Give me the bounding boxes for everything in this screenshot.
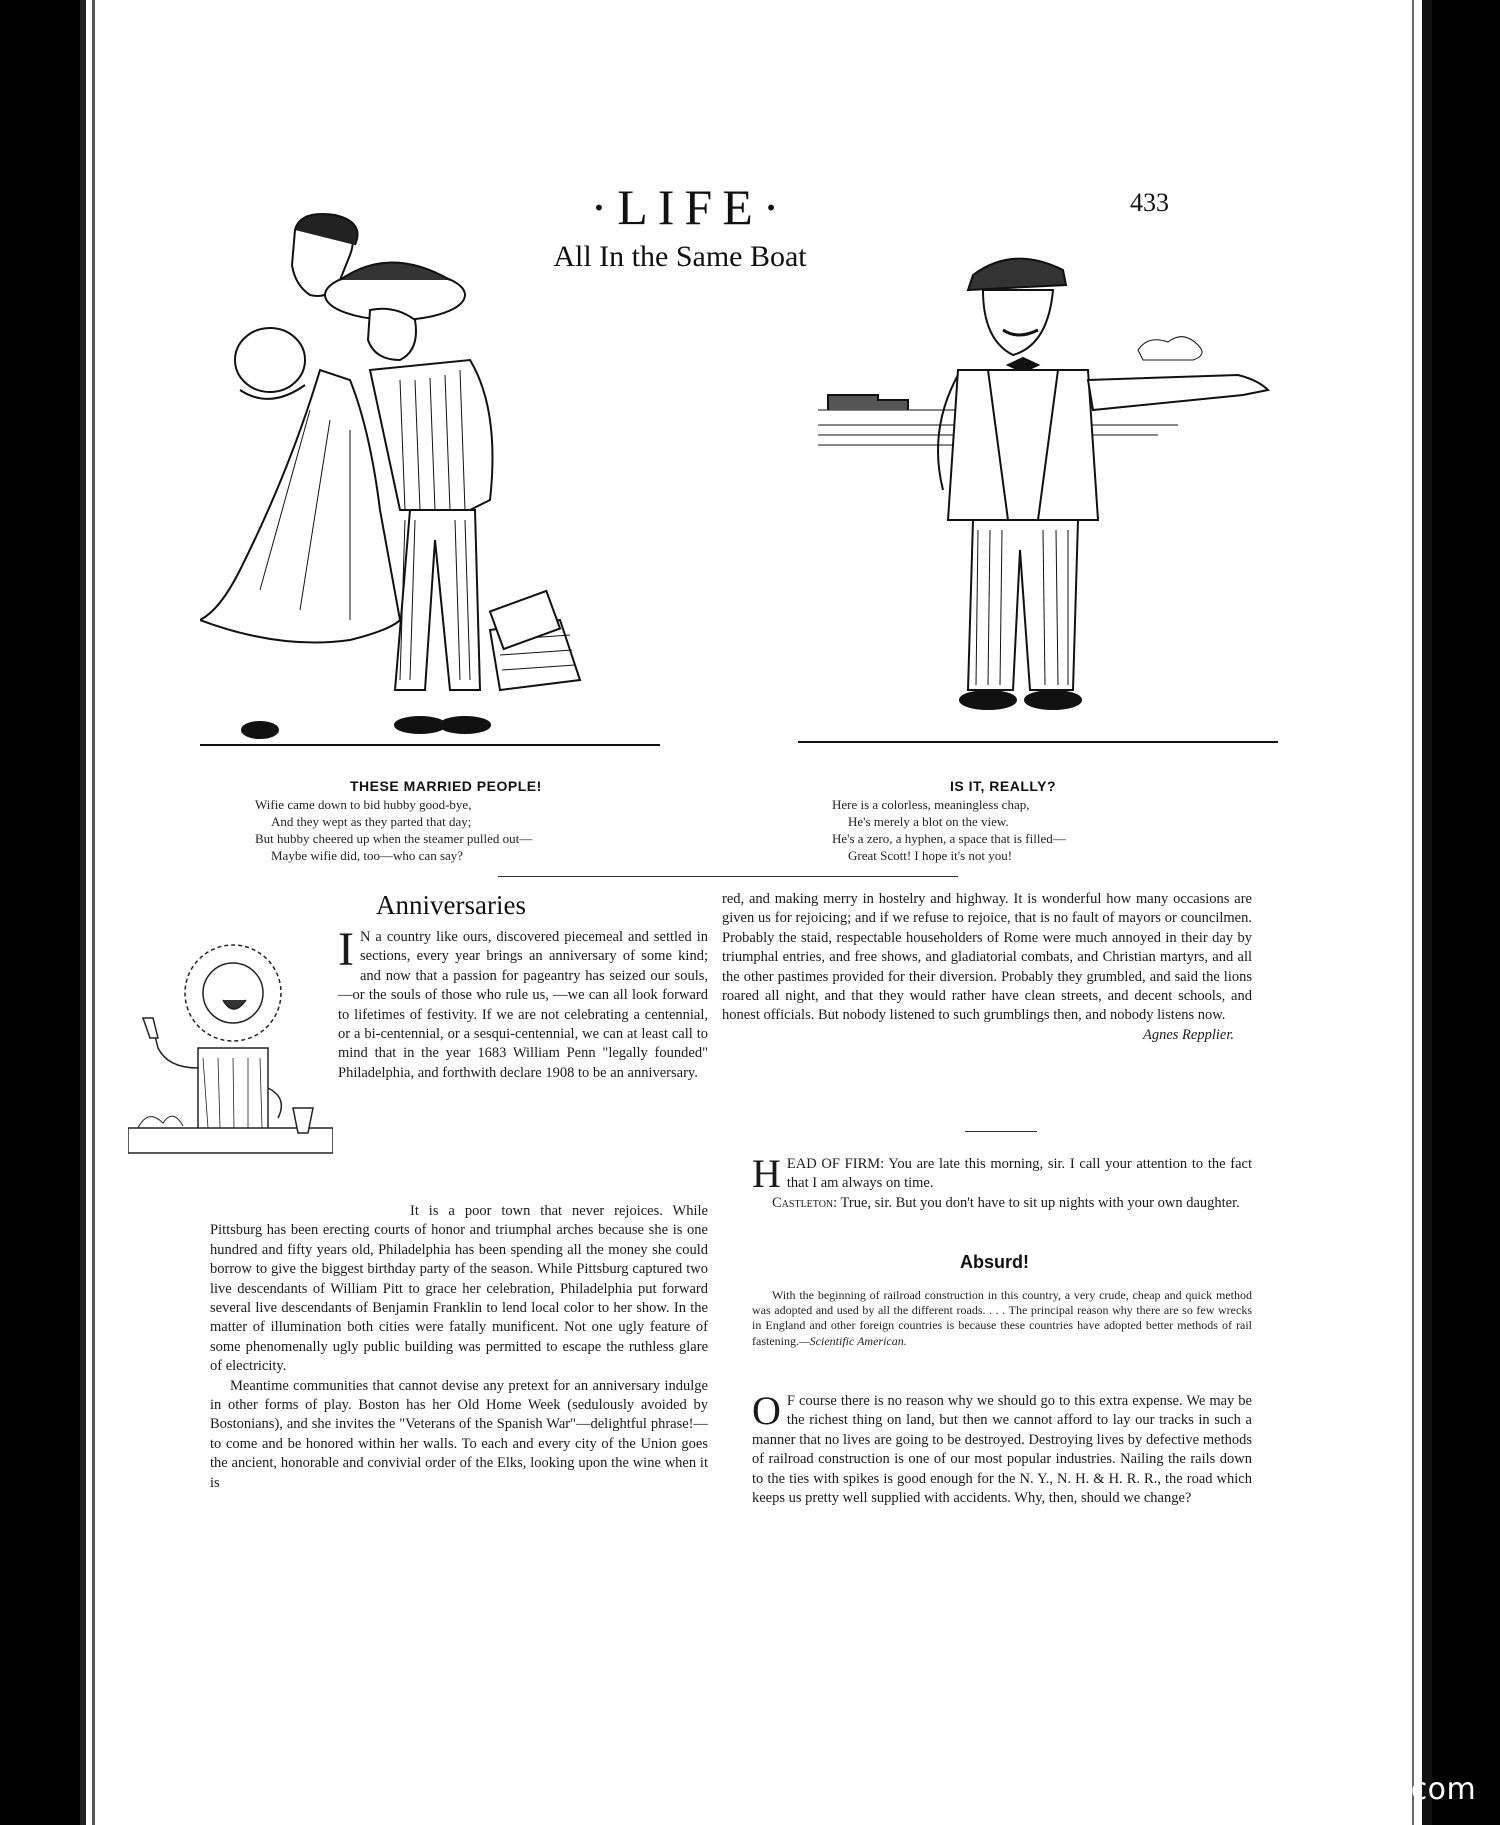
married-couple-cartoon [200, 210, 660, 770]
anniversaries-paragraph-4: red, and making merry in hostelry and highway. It is wonderful how many occasions are given us for rejoicing; and if we refuse to rejoice, that is no fault of mayors or councilmen. Probably the staid, respectable householders of Rome were much annoyed in their day by triumphal entries, and free shows, and gladiatorial combats, and Christian martyrs, and all the other pastimes provided for their diversion. Probably they grumbled, and said the lions roared all night, and that they would rather have clean streets, and decent schools, and honest officials. But nobody listened to such grumblings then, and nobody listens now. [722, 891, 1252, 1024]
right-cartoon-verse [832, 796, 1066, 864]
speaker-castleton: Castleton [772, 1194, 834, 1211]
head-of-firm-line-2 [752, 1194, 1252, 1213]
anniversaries-paragraph-3: Meantime communities that cannot devise any pretext for an anniversary indulge in other forms of play. Boston has her Old Home Week (sedulously avoided by Bostonians), and she invites the "Veterans of the Spanish War"—delightful phrase!—to come and be honored within her walls. To each and every city of the Union goes the ancient, honorable and convivial order of the Elks, looking upon the wine when it is [210, 1377, 708, 1491]
author-name: Agnes Repplier. [1142, 1026, 1234, 1043]
section-divider [498, 876, 958, 877]
verse-line: He's a zero, a hyphen, a space that is filled— [832, 831, 1066, 846]
absurd-quote [752, 1288, 1252, 1349]
left-cartoon-verse [255, 796, 532, 864]
page-right-edge [1422, 0, 1432, 1825]
anniversaries-p1-text: N a country like ours, discovered piecemeal and settled in sections, every year brings an anniversary of some kind; and now that a passion for pageantry has seized our souls, —or the souls of those who rule us, —we can all look forward to lifetimes of festivity. If we are not celebrating a centennial, or a bi-centennial, or a sesqui-centennial, we can at least call to mind that in the year 1683 William Penn "legally founded" Philadelphia, and forthwith declare 1908 to be an anniversary. [338, 929, 708, 1081]
absurd-paragraph [752, 1388, 1252, 1508]
page-number: 433 [1130, 188, 1169, 217]
anniversaries-paragraph-2: It is a poor town that never rejoices. While Pittsburg has been erecting courts of honor and triumphal arches because she is one hundred and fifty years old, Philadelphia has been spending all the money she could borrow to give the biggest birthday party of the season. While Pittsburg captured two live descendants of William Pitt to grace her celebration, Philadelphia put forward several live descendants of Benjamin Franklin to lend local color to her show. In the matter of illumination both cities were fatally munificent. Not one ugly feature of some phenomenally ugly public building was permitted to escape the ruthless glare of electricity. [210, 1203, 708, 1375]
dropcap-h: H [752, 1151, 781, 1196]
head-of-firm-joke [752, 1151, 1252, 1213]
castleton-text: : True, sir. But you don't have to sit up nights with your own daughter. [833, 1194, 1240, 1211]
short-divider [965, 1131, 1037, 1132]
dropcap-i: I [338, 923, 354, 976]
lion-toasting-illustration [128, 938, 333, 1183]
page-spine-line [92, 0, 95, 1825]
author-line [722, 1026, 1252, 1045]
head-of-firm-text: EAD OF FIRM: You are late this morning, sir. I call your attention to the fact that I am always on time. [786, 1156, 1252, 1192]
masthead: ·LIFE· [590, 179, 790, 235]
anniversaries-paragraph-1 [338, 923, 708, 1083]
page-spine [80, 0, 86, 1825]
verse-line: He's merely a blot on the view. [848, 814, 1009, 829]
site-watermark: comicbooks.com [1218, 1772, 1477, 1807]
left-cartoon-title: THESE MARRIED PEOPLE! [350, 778, 542, 794]
absurd-body-text: F course there is no reason why we should go to this extra expense. We may be the richest thing on land, but then we cannot afford to lay our tracks in such a manner that no lives are going to be destroyed. Destroying lives by defective methods of railroad construction is one of our most popular industries. Nailing the rails down to the ties with spikes is good enough for the N. Y., N. H. & H. R. R., the road which keeps us pretty well supplied with accidents. Why, then, should we change? [752, 1393, 1252, 1507]
verse-line: And they wept as they parted that day; [271, 814, 472, 829]
verse-line: Here is a colorless, meaningless chap, [832, 797, 1030, 812]
verse-line: Maybe wifie did, too—who can say? [271, 848, 464, 863]
page-right-edge-line [1412, 0, 1414, 1825]
verse-line: Great Scott! I hope it's not you! [848, 848, 1013, 863]
anniversaries-col2 [722, 890, 1252, 1045]
cartoon-subtitle: All In the Same Boat [553, 240, 807, 273]
anniversaries-col1-top [338, 923, 708, 1083]
verse-line: But hubby cheered up when the steamer pulled out— [255, 831, 533, 846]
absurd-quote-text: With the beginning of railroad construction in this country, a very crude, cheap and quick method was adopted and used by all the different roads. . . . The principal reason why there are so few wrecks in England and other foreign countries is because these countries have adopted better methods of rail fastening. [752, 1288, 1252, 1348]
anniversaries-col1-bottom [210, 1202, 708, 1493]
dropcap-o: O [752, 1388, 781, 1433]
anniversaries-heading: Anniversaries [376, 890, 526, 920]
right-cartoon-title: IS IT, REALLY? [950, 778, 1057, 794]
verse-line: Wifie came down to bid hubby good-bye, [255, 797, 472, 812]
colorless-chap-cartoon [798, 230, 1278, 760]
absurd-body [752, 1388, 1252, 1508]
head-of-firm-line-1 [752, 1151, 1252, 1196]
absurd-quote-source: —Scientific American. [799, 1333, 907, 1348]
absurd-heading: Absurd! [960, 1252, 1029, 1272]
